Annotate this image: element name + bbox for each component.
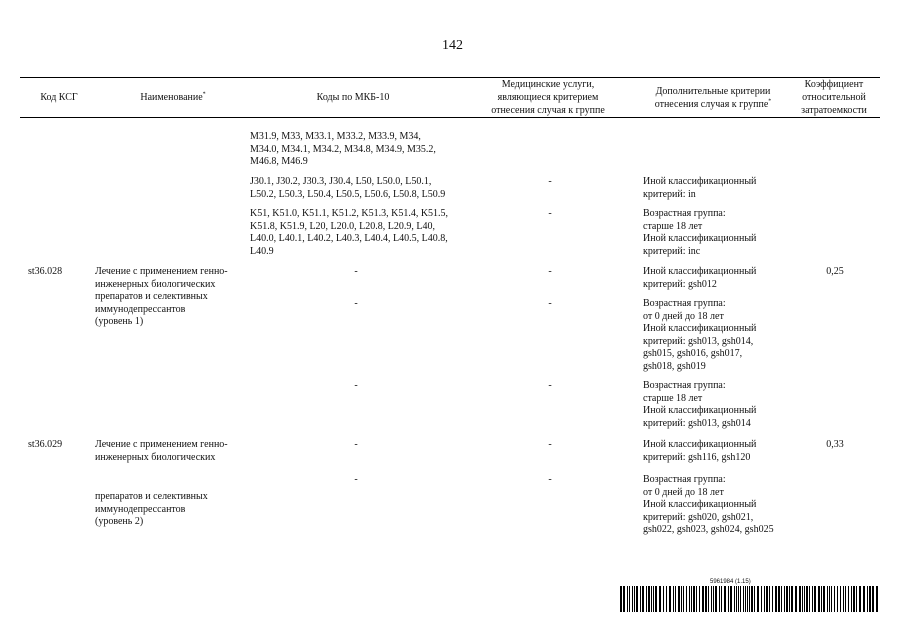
ksg-name-st36-029-top: Лечение с применением генно- инженерных биологических [95,439,228,463]
ksg-name-st36-029-bottom: препаратов и селективных иммунодепрессантов (уровень 2) [95,491,208,527]
services-j30: - [548,176,552,187]
header-services: Медицинские услуги, являющиеся критерием отнесения случая к группе [491,79,605,116]
icd-dash-st36-028-a: - [354,266,358,277]
icd-dash-st36-029-b: - [354,474,358,485]
header-name: Наименование* [140,91,206,103]
ksg-name-st36-028: Лечение с применением генно- инженерных биологических препаратов и селективных иммунодепрессантов (уровень 1) [95,266,228,327]
services-dash-st36-028-b: - [548,298,552,309]
icd-dash-st36-028-b: - [354,298,358,309]
services-dash-st36-028-c: - [548,380,552,391]
criteria-k51: Возрастная группа: старше 18 лет Иной классификационный критерий: inc [643,208,757,257]
criteria-j30: Иной классификационный критерий: in [643,176,757,200]
services-dash-st36-029-a: - [548,439,552,450]
icd-codes-j30: J30.1, J30.2, J30.3, J30.4, L50, L50.0, L50.1, L50.2, L50.3, L50.4, L50.5, L50.6, L50.8, L50.9 [250,176,446,200]
coefficient-st36-028: 0,25 [826,266,844,277]
header-code: Код КСГ [40,92,78,103]
page-number: 142 [442,38,463,53]
criteria-st36-028-b: Возрастная группа: от 0 дней до 18 лет Иной классификационный критерий: gsh013, gsh014, gsh015, gsh016, gsh017, gsh018, gsh019 [643,298,757,372]
coefficient-st36-029: 0,33 [826,439,844,450]
barcode [620,586,878,612]
icd-dash-st36-028-c: - [354,380,358,391]
criteria-st36-029-a: Иной классификационный критерий: gsh116, gsh120 [643,439,757,463]
criteria-st36-028-c: Возрастная группа: старше 18 лет Иной классификационный критерий: gsh013, gsh014 [643,380,757,429]
icd-dash-st36-029-a: - [354,439,358,450]
criteria-st36-028-a: Иной классификационный критерий: gsh012 [643,266,757,290]
header-coefficient: Коэффициент относительной затратоемкости [801,79,867,116]
barcode-caption: 5961984 (1.15) [710,579,751,585]
services-dash-st36-028-a: - [548,266,552,277]
header-criteria: Дополнительные критерии отнесения случая к группе* [654,85,772,110]
header-icd: Коды по МКБ-10 [316,92,390,103]
header-bottom-rule [20,117,880,118]
icd-codes-m31: M31.9, M33, M33.1, M33.2, M33.9, M34, M34.0, M34.1, M34.2, M34.8, M34.9, M35.2, M46.8, M46.9 [250,131,436,167]
ksg-code-st36-029: st36.029 [28,439,63,450]
icd-codes-k51: K51, K51.0, K51.1, K51.2, K51.3, K51.4, K51.5, K51.8, K51.9, L20, L20.0, L20.8, L20.9, L40, L40.0, L40.1, L40.2, L40.3, L40.4, L40.5, L40.8, L40.9 [250,208,449,257]
services-k51: - [548,208,552,219]
services-dash-st36-029-b: - [548,474,552,485]
ksg-code-st36-028: st36.028 [28,266,63,277]
criteria-st36-029-b: Возрастная группа: от 0 дней до 18 лет Иной классификационный критерий: gsh020, gsh021, gsh022, gsh023, gsh024, gsh025 [643,474,774,535]
